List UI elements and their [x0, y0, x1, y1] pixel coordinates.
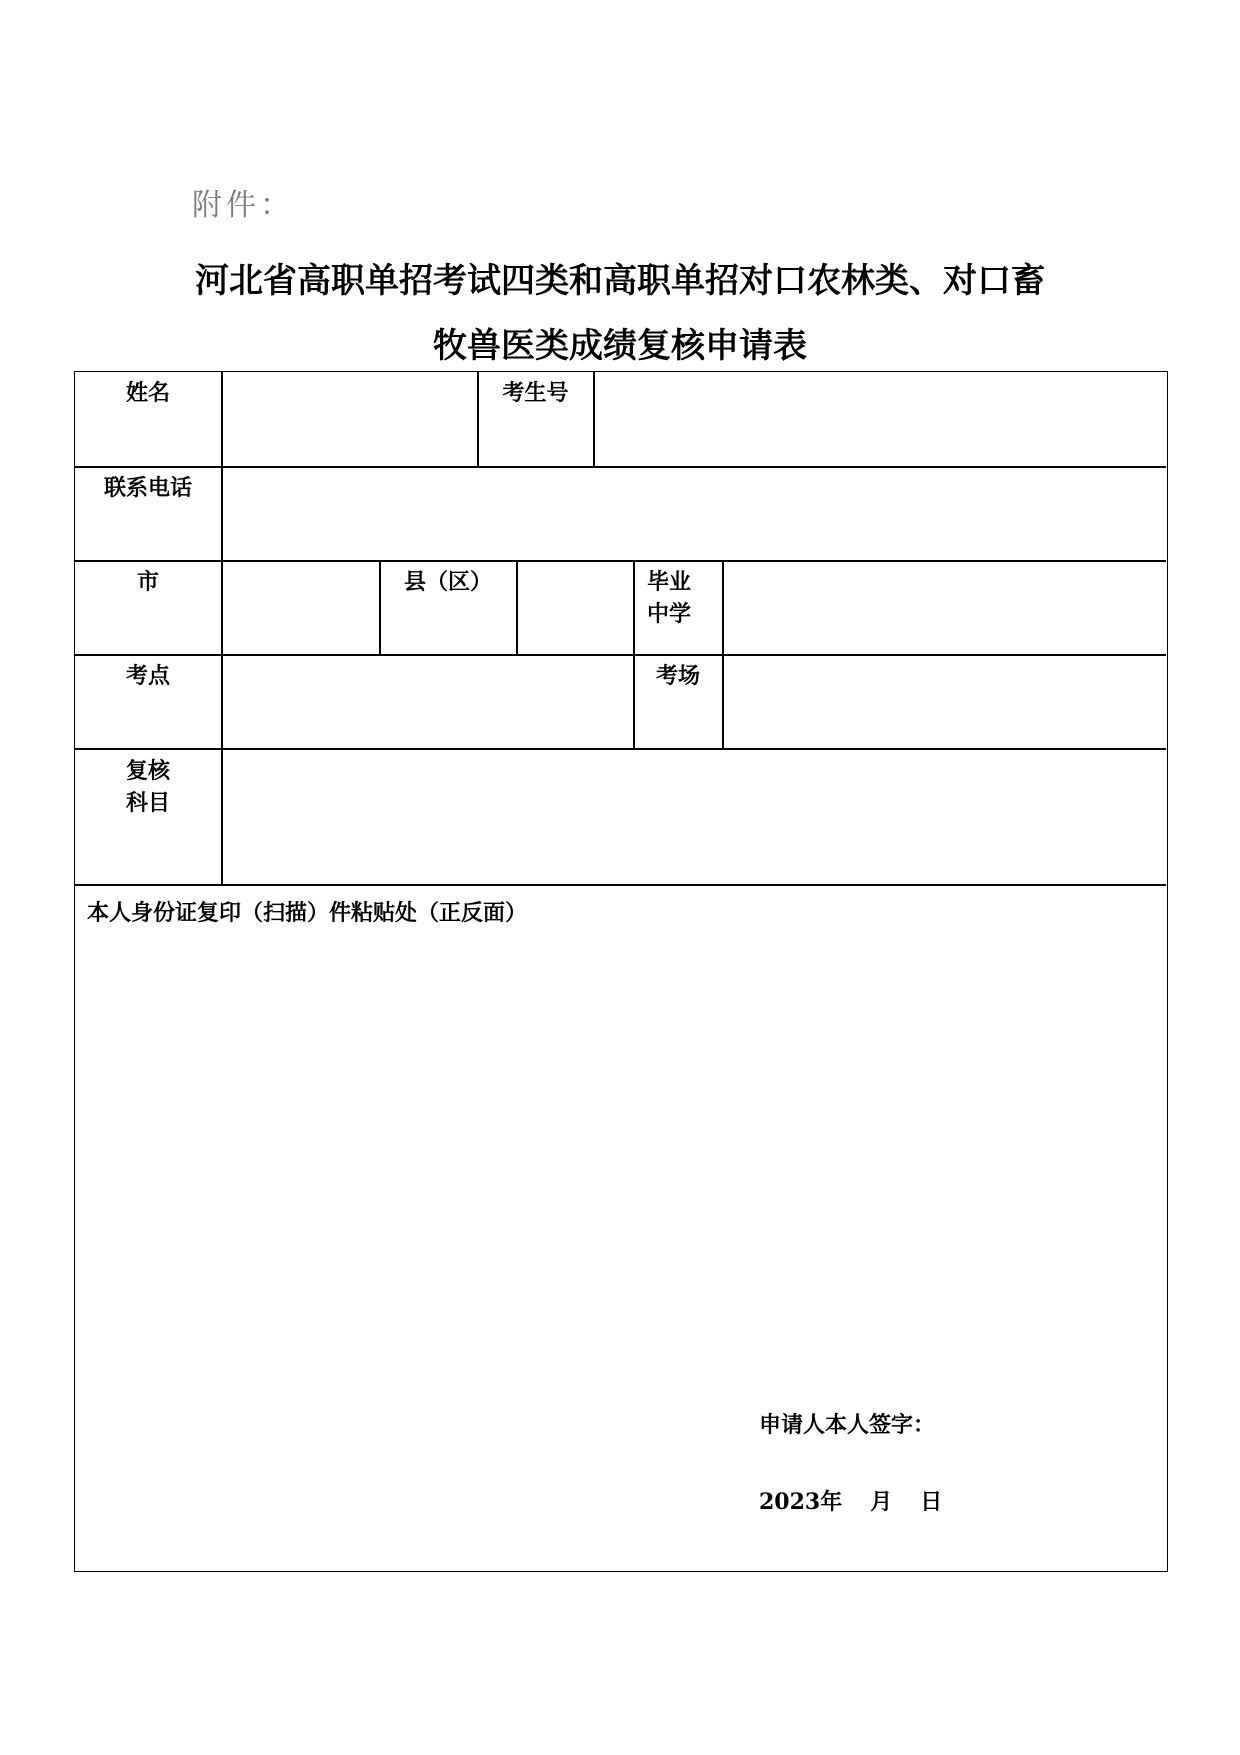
- name-label: 姓名: [125, 381, 170, 406]
- phone-label: 联系电话: [103, 476, 192, 501]
- county-field[interactable]: [518, 562, 631, 652]
- date-year: 2023: [759, 1489, 821, 1515]
- city-label: 市: [136, 570, 159, 595]
- graduation-school-label: 毕业 中学: [647, 570, 692, 627]
- review-subject-field[interactable]: [223, 750, 1165, 882]
- exam-site-field[interactable]: [223, 656, 631, 746]
- form-title-line-1: 河北省高职单招考试四类和高职单招对口农林类、对口畜: [195, 261, 1045, 301]
- county-label: 县（区）: [403, 570, 492, 595]
- signature-label: 申请人本人签字：: [759, 1413, 936, 1438]
- city-field[interactable]: [223, 562, 377, 652]
- id-copy-paste-area[interactable]: [77, 932, 1165, 1452]
- attachment-label: 附件：: [192, 188, 294, 223]
- exam-site-label: 考点: [125, 664, 170, 689]
- exam-id-label: 考生号: [502, 381, 569, 406]
- review-application-form: [74, 371, 1168, 1572]
- date-day-unit: 日: [920, 1490, 943, 1515]
- date-month-unit: 月: [870, 1490, 893, 1515]
- cell-divider: [633, 561, 635, 749]
- exam-id-field[interactable]: [595, 374, 1165, 464]
- phone-field[interactable]: [223, 468, 1165, 558]
- form-title-line-2: 牧兽医类成绩复核申请表: [433, 326, 807, 366]
- name-field[interactable]: [223, 374, 475, 464]
- graduation-school-field[interactable]: [724, 562, 1165, 652]
- exam-room-label: 考场: [655, 664, 700, 689]
- id-copy-note: 本人身份证复印（扫描）件粘贴处（正反面）: [87, 901, 528, 926]
- date-row: [759, 1485, 942, 1516]
- date-year-unit: 年: [820, 1490, 843, 1515]
- row-divider: [75, 884, 1166, 886]
- review-subject-label: 复核 科目: [125, 759, 170, 816]
- exam-room-field[interactable]: [724, 656, 1165, 746]
